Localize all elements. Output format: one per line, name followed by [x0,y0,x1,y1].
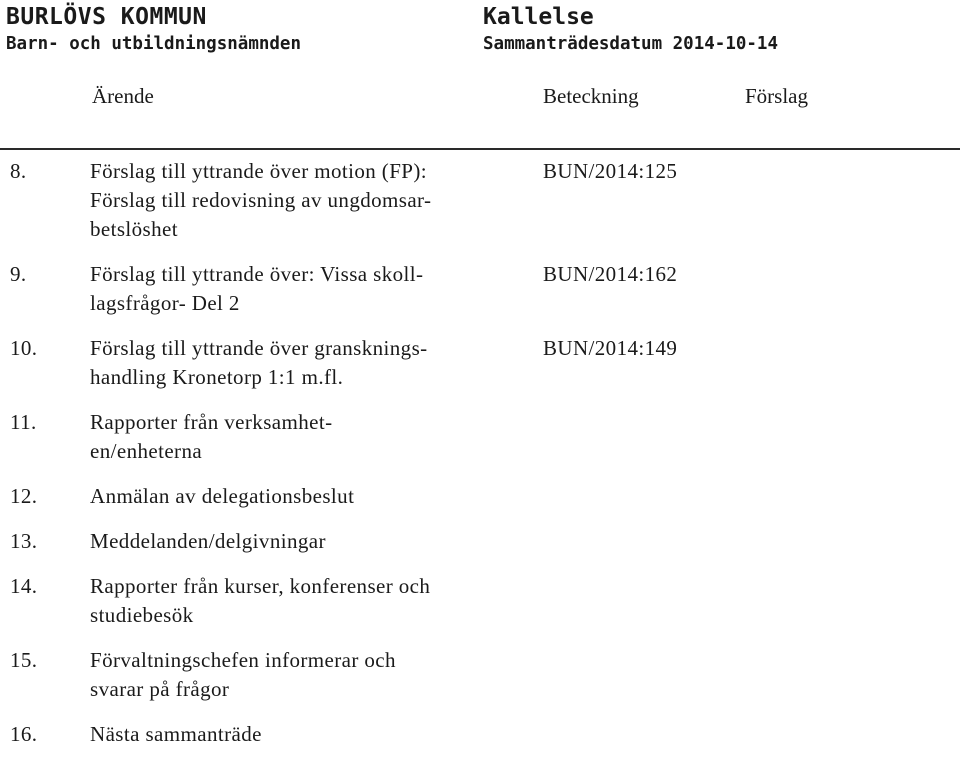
meeting-date: Sammanträdesdatum 2014-10-14 [483,34,779,54]
column-header-beteckning: Beteckning [543,84,639,108]
agenda-item-text: Anmälan av delegationsbeslut [90,484,355,508]
header-divider [0,148,960,150]
agenda-item-text: Nästa sammanträde [90,722,262,746]
agenda-item-number: 15. [10,648,38,672]
agenda-item [0,157,960,244]
agenda-item-text: Förslag till yttrande över gransknings- handling Kronetorp 1:1 m.fl. [90,336,428,389]
agenda-item-text: Rapporter från verksamhet- en/enheterna [90,410,333,463]
agenda-item-reference: BUN/2014:125 [543,159,678,183]
agenda-item-number: 13. [10,529,38,553]
agenda-item [0,260,960,318]
board-name: Barn- och utbildningsnämnden [6,34,302,54]
agenda-item-reference: BUN/2014:149 [543,336,678,360]
agenda-item-text: Meddelanden/delgivningar [90,529,326,553]
agenda-item-number: 8. [10,159,27,183]
agenda-item-text: Förslag till yttrande över motion (FP): Förslag till redovisning av ungdomsar- betslöshet [90,159,432,241]
agenda-item [0,646,960,704]
agenda-item [0,482,960,511]
document-type: Kallelse [483,4,594,30]
agenda-item-number: 11. [10,410,37,434]
agenda-item-reference: BUN/2014:162 [543,262,678,286]
agenda-item [0,334,960,392]
agenda-item-number: 10. [10,336,38,360]
agenda-item-text: Förslag till yttrande över: Vissa skoll- lagsfrågor- Del 2 [90,262,424,315]
agenda-item [0,408,960,466]
column-header-arende: Ärende [92,84,154,108]
agenda-item [0,720,960,749]
agenda-item-number: 16. [10,722,38,746]
agenda-item-number: 9. [10,262,27,286]
column-header-forslag: Förslag [745,84,808,108]
agenda-list [0,157,960,765]
agenda-item [0,572,960,630]
agenda-item-number: 14. [10,574,38,598]
agenda-item-text: Förvaltningschefen informerar och svarar på frågor [90,648,396,701]
agenda-item-number: 12. [10,484,38,508]
agenda-item [0,527,960,556]
organization-name: BURLÖVS KOMMUN [6,4,207,30]
agenda-item-text: Rapporter från kurser, konferenser och studiebesök [90,574,431,627]
